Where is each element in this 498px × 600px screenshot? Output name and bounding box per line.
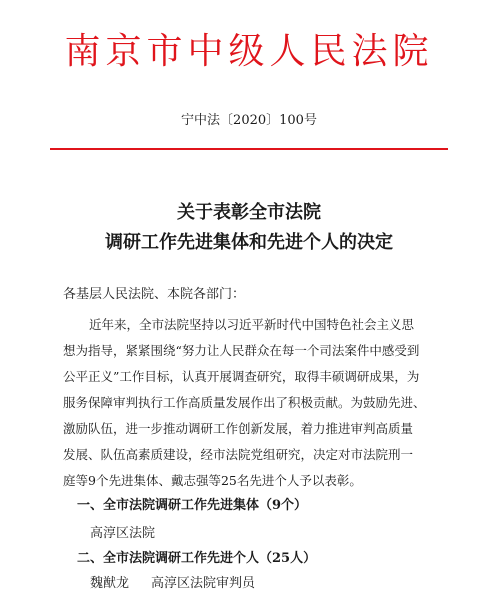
document-title	[0, 198, 498, 258]
addressee: 各基层人民法院、本院各部门：	[63, 287, 246, 302]
section-heading-individuals: 二、全市法院调研工作先进个人（25人）	[77, 551, 317, 566]
body-line: 服务保障审判执行工作高质量发展作出了积极贡献。为鼓励先进、	[63, 395, 426, 410]
person-role: 高淳区法院审判员	[151, 576, 256, 591]
title-line-2: 调研工作先进集体和先进个人的决定	[105, 232, 393, 253]
body-line: 庭等9个先进集体、戴志强等25名先进个人予以表彰。	[63, 473, 362, 488]
red-divider	[50, 148, 448, 150]
body-paragraph	[63, 312, 451, 494]
body-line: 发展、队伍高素质建设，经市法院党组研究，决定对市法院刑一	[63, 447, 414, 462]
body-line: 想为指导，紧紧围绕“努力让人民群众在每一个司法案件中感受到	[63, 343, 420, 358]
collective-item: 高淳区法院	[90, 526, 156, 541]
individual-item	[90, 574, 255, 594]
court-name-header: 南京市中级人民法院	[64, 31, 434, 72]
title-line-1: 关于表彰全市法院	[177, 202, 321, 223]
body-line: 近年来，全市法院坚持以习近平新时代中国特色社会主义思	[89, 317, 415, 332]
person-name: 魏猷龙	[90, 576, 130, 591]
section-heading-collectives: 一、全市法院调研工作先进集体（9个）	[77, 498, 308, 513]
body-line: 公平正义”工作目标，认真开展调查研究，取得丰硕调研成果，为	[63, 369, 420, 384]
document-number: 宁中法〔2020〕100号	[181, 113, 317, 128]
body-line: 激励队伍，进一步推动调研工作创新发展，着力推进审判高质量	[63, 421, 414, 436]
